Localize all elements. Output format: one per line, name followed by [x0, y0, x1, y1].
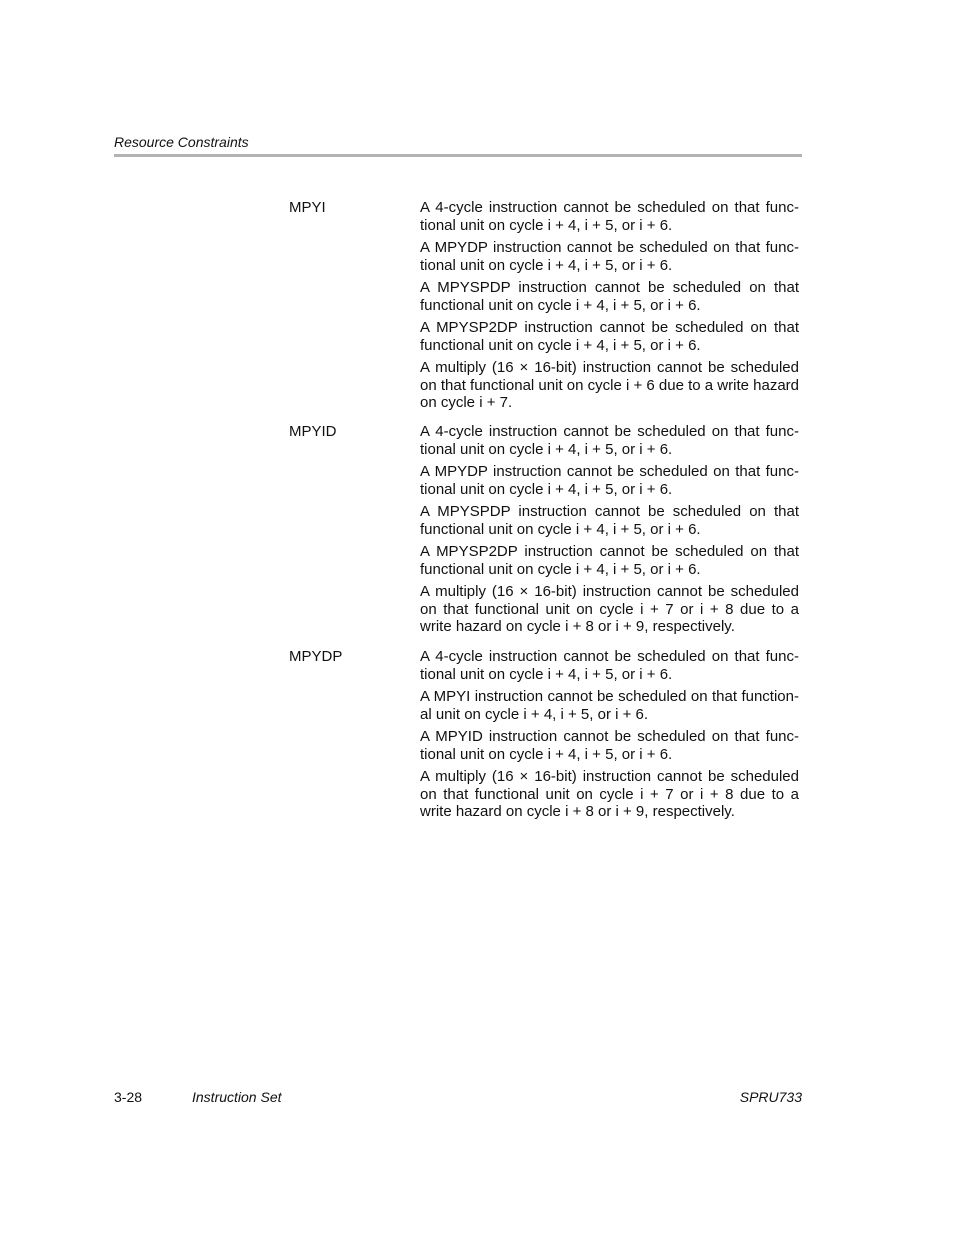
constraint-paragraph: A MPYSP2DP instruction cannot be scheduled on that functional unit on cycle i + 4, i + 5, or i + 6.: [420, 543, 799, 578]
footer-section-title: Instruction Set: [192, 1089, 282, 1105]
constraint-paragraph: A multiply (16 × 16-bit) instruction cannot be scheduled on that functional unit on cycle i + 7 or i + 8 due to a write hazard on cycle i + 8 or i + 9, respectively.: [420, 768, 799, 820]
instruction-term: MPYDP: [289, 648, 343, 665]
constraint-paragraph: A MPYID instruction cannot be scheduled on that func- tional unit on cycle i + 4, i + 5, or i + 6.: [420, 728, 799, 763]
constraint-paragraph: A MPYDP instruction cannot be scheduled on that func- tional unit on cycle i + 4, i + 5, or i + 6.: [420, 463, 799, 498]
footer-document-id: SPRU733: [739, 1089, 802, 1105]
constraint-paragraph: A multiply (16 × 16-bit) instruction cannot be scheduled on that functional unit on cycle i + 7 or i + 8 due to a write hazard on cycle i + 8 or i + 9, respectively.: [420, 583, 799, 635]
instruction-term: MPYI: [289, 199, 326, 216]
header-rule: [114, 154, 802, 157]
constraint-paragraph: A 4-cycle instruction cannot be scheduled on that func- tional unit on cycle i + 4, i + 5, or i + 6.: [420, 423, 799, 458]
footer-page-number: 3-28: [114, 1089, 143, 1105]
constraint-paragraph: A multiply (16 × 16-bit) instruction cannot be scheduled on that functional unit on cycle i + 6 due to a write hazard on cycle i + 7.: [420, 359, 799, 411]
constraint-paragraph: A MPYSP2DP instruction cannot be scheduled on that functional unit on cycle i + 4, i + 5, or i + 6.: [420, 319, 799, 354]
instruction-term: MPYID: [289, 423, 337, 440]
constraint-description: [420, 648, 799, 826]
constraint-paragraph: A MPYDP instruction cannot be scheduled on that func- tional unit on cycle i + 4, i + 5, or i + 6.: [420, 239, 799, 274]
constraint-description: [420, 423, 799, 641]
constraint-paragraph: A MPYI instruction cannot be scheduled on that function- al unit on cycle i + 4, i + 5, or i + 6.: [420, 688, 799, 723]
constraint-paragraph: A MPYSPDP instruction cannot be scheduled on that functional unit on cycle i + 4, i + 5, or i + 6.: [420, 503, 799, 538]
constraint-paragraph: A MPYSPDP instruction cannot be scheduled on that functional unit on cycle i + 4, i + 5, or i + 6.: [420, 279, 799, 314]
constraint-paragraph: A 4-cycle instruction cannot be scheduled on that func- tional unit on cycle i + 4, i + 5, or i + 6.: [420, 648, 799, 683]
constraint-paragraph: A 4-cycle instruction cannot be scheduled on that func- tional unit on cycle i + 4, i + 5, or i + 6.: [420, 199, 799, 234]
constraint-description: [420, 199, 799, 417]
running-header-title: Resource Constraints: [114, 134, 249, 150]
